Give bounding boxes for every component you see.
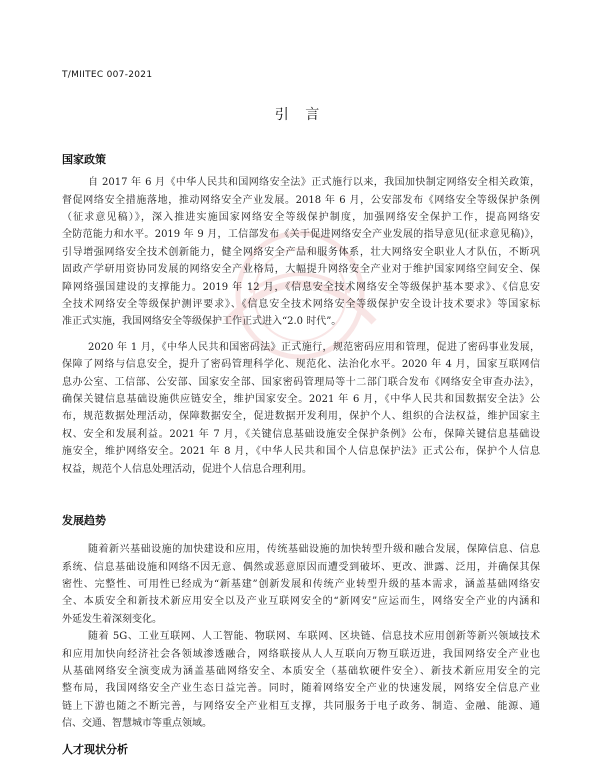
paragraph-line: 自 2017 年 6 月《中华人民共和国网络安全法》正式施行以来，我国加快制定网络安全相关政策， xyxy=(88,177,540,189)
paragraph-line: 和应用加快向经济社会各领域渗透融合，网络联接从人人互联向万物互联迈进，我国网络安全产业也 xyxy=(62,648,540,660)
paragraph-line: 全防范能力和水平。2019 年 9 月，工信部发布《关于促进网络安全产业发展的指导意见(征求意见稿)》， xyxy=(62,229,540,241)
paragraph-line: （征求意见稿）》，深入推进实施国家网络安全等级保护制度，加强网络安全保护工作，提高网络安 xyxy=(62,212,540,224)
page-title: 引 言 xyxy=(274,107,326,123)
paragraph-line: 链上下游也随之不断完善，与网络安全产业相互支撑，共同服务于电子政务、制造、金融、能源、通 xyxy=(62,700,540,712)
paragraph-line: 准正式实施，我国网络安全等级保护工作正式进入“2.0 时代”。 xyxy=(62,316,342,328)
paragraph-line: 全、本质安全和新技术新应用安全以及产业互联网安全的“新网安”应运而生，网络安全产业的内涵和 xyxy=(62,596,540,608)
paragraph-line: 固政产学研用资协同发展的网络安全产业格局，大幅提升网络安全产业对于维护国家网络空间安全、保 xyxy=(62,264,540,276)
paragraph xyxy=(62,628,540,732)
paragraph-line: 外延发生着深刻变化。 xyxy=(62,613,162,625)
paragraph-line: 障网络强国建设的支撑能力。2019 年 12 月，《信息安全技术网络安全等级保护基本要求》、《信息安 xyxy=(62,281,540,293)
paragraph-line: 息办公室、工信部、公安部、国家安全部、国家密码管理局等十二部门联合发布《网络安全审查办法》， xyxy=(62,376,540,388)
paragraph-line: 引导增强网络安全技术创新能力，健全网络安全产品和服务体系，壮大网络安全职业人才队伍，不断巩 xyxy=(62,246,540,258)
section-heading: 国家政策 xyxy=(62,153,106,166)
paragraph-line: 密性、完整性、可用性已经成为“新基建”创新发展和传统产业转型升级的基本需求，涵盖基础网络安 xyxy=(62,579,540,591)
paragraph-line: 施安全，维护网络安全。2021 年 8 月，《中华人民共和国个人信息保护法》正式公布，保护个人信息 xyxy=(62,446,540,458)
section-heading: 发展趋势 xyxy=(62,514,106,527)
paragraph-line: 权益，规范个人信息处理活动，促进个人信息合理利用。 xyxy=(62,463,312,475)
standard-code: T/MIITEC 007-2021 xyxy=(62,70,153,80)
section-heading: 人才现状分析 xyxy=(62,743,128,756)
paragraph-line: 权、安全和发展利益。2021 年 7 月，《关键信息基础设施安全保护条例》公布，保障关键信息基础设 xyxy=(62,428,540,440)
paragraph-line: 2020 年 1 月，《中华人民共和国密码法》正式施行，规范密码应用和管理，促进了密码事业发展， xyxy=(88,341,540,353)
paragraph xyxy=(62,174,540,331)
paragraph-line: 随着 5G、工业互联网、人工智能、物联网、车联网、区块链、信息技术应用创新等新兴领域技术 xyxy=(88,631,540,643)
paragraph-line: 督促网络安全措施落地，推动网络安全产业发展。2018 年 6 月，公安部发布《网络安全等级保护条例 xyxy=(62,194,540,206)
paragraph-line: 随着新兴基础设施的加快建设和应用，传统基础设施的加快转型升级和融合发展，保障信息、信息 xyxy=(88,544,540,556)
paragraph-line: 确保关键信息基础设施供应链安全，维护国家安全。2021 年 6 月，《中华人民共和国数据安全法》公 xyxy=(62,393,540,405)
paragraph-line: 保障了网络与信息安全，提升了密码管理科学化、规范化、法治化水平。2020 年 4 月，国家互联网信 xyxy=(62,359,540,371)
paragraph-line: 信、交通、智慧城市等重点领域。 xyxy=(62,718,212,730)
paragraph-line: 从基础网络安全演变成为涵盖基础网络安全、本质安全（基础软硬件安全）、新技术新应用安全的完 xyxy=(62,666,540,678)
paragraph xyxy=(62,541,540,628)
paragraph-line: 整布局，我国网络安全产业生态日益完善。同时，随着网络安全产业的快速发展，网络安全信息产业 xyxy=(62,683,540,695)
paragraph-line: 全技术网络安全等级保护测评要求》、《信息安全技术网络安全等级保护安全设计技术要求》等国家标 xyxy=(62,299,540,311)
paragraph-line: 布，规范数据处理活动，保障数据安全，促进数据开发利用，保护个人、组织的合法权益，维护国家主 xyxy=(62,411,540,423)
paragraph-line: 系统、信息基础设施和网络不因无意、偶然或恶意原因而遭受到破坏、更改、泄露、泛用，并确保其保 xyxy=(62,561,540,573)
paragraph xyxy=(62,339,540,478)
